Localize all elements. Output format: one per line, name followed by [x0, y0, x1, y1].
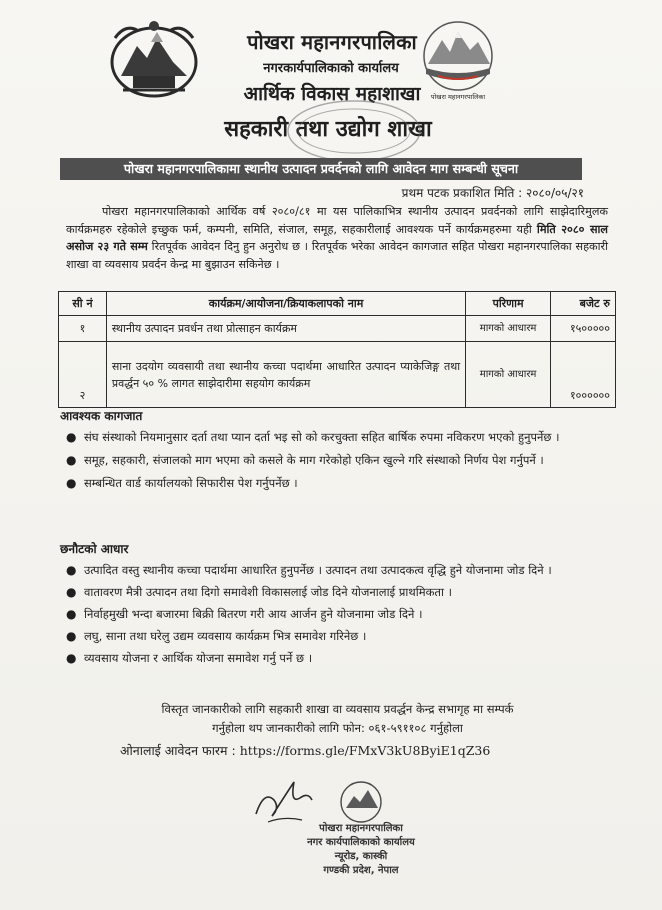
online-form: [120, 742, 550, 759]
list-item: [64, 627, 604, 646]
list-item: [64, 605, 604, 624]
online-form-label: ओनालाई आवेदन फारम :: [120, 743, 236, 758]
list-item: [64, 583, 604, 602]
list-item-text: सम्बन्धित वार्ड कार्यालयको सिफारीस पेश गर्नुपर्नेछ ।: [84, 476, 298, 490]
seal-text: [296, 822, 426, 878]
seal-line-4: गण्डकी प्रदेश, नेपाल: [323, 865, 399, 876]
org-name: पोखरा महानगरपालिका: [247, 30, 417, 54]
list-item-text: समूह, सहकारी, संजालको माग भएमा को कसले के माग गरेकोहो एकिन खुल्ने गरि संस्थाको निर्णय पेश गर्नुपर्ने ।: [84, 453, 544, 467]
published-date: प्रथम पटक प्रकाशित मिति : २०८०/०५/२१: [401, 186, 584, 200]
program-table: [58, 291, 616, 408]
list-item-text: उत्पादित वस्तु स्थानीय कच्चा पदार्थमा आधारित हुनुपर्नेछ । उत्पादन तथा उत्पादकत्व वृद्धि हुने योजनामा जोड दिने ।: [84, 563, 552, 577]
seal-line-3: न्यूरोड, कास्की: [334, 851, 388, 862]
bullet-icon: ●: [66, 453, 77, 467]
bullet-icon: ●: [66, 629, 77, 643]
list-item-text: निर्वाहमुखी भन्दा बजारमा बिक्री बितरण गरी आय आर्जन हुने योजनामा जोड दिने ।: [84, 607, 423, 621]
table-header-row: [59, 292, 616, 316]
cell-program: साना उदयोग व्यवसायी तथा स्थानीय कच्चा पदार्थमा आधारित उत्पादन प्याकेजिङ्ग तथा प्रवर्द्धन ५० % लागत साझेदारीमा सहयोग कार्यक्रम: [106, 342, 465, 408]
nepal-emblem-icon: [103, 18, 205, 100]
list-item-text: वातावरण मैत्री उत्पादन तथा दिगो समावेशी विकासलाई जोड दिने योजनालाई प्राथमिकता ।: [84, 585, 452, 599]
header-stamp-icon: [284, 98, 424, 164]
contact-info: [60, 700, 615, 738]
requirements-heading: आवश्यक कागजात: [60, 409, 143, 423]
table-row: [59, 316, 616, 342]
col-program: कार्यक्रम/आयोजना/क्रियाकलापको नाम: [106, 292, 465, 316]
deadline-text: मिति २०८० साल असोज २३ गते सम्म: [66, 222, 608, 254]
org-division: आर्थिक विकास महाशाखा: [243, 83, 421, 105]
list-item: [64, 561, 604, 580]
table-row: [59, 342, 616, 408]
col-budget: बजेट रु: [551, 292, 616, 316]
selection-basis-heading: छनौटको आधार: [60, 542, 129, 556]
bullet-icon: ●: [66, 651, 77, 665]
cell-budget: १००००००: [551, 342, 616, 408]
bullet-icon: ●: [66, 563, 77, 577]
notice-title: पोखरा महानगरपालिकामा स्थानीय उत्पादन प्रवर्दनको लागि आवेदन माग सम्बन्धी सूचना: [60, 158, 582, 180]
list-item: [64, 474, 604, 493]
list-item-text: व्यवसाय योजना र आर्थिक योजना समावेश गर्नु पर्ने छ ।: [84, 651, 313, 665]
intro-text-end: रितपूर्वक आवेदन दिनु हुन अनुरोध छ । रितपूर्वक भरेका आवेदन कागजात सहित पोखरा महानगरपालिका सहकारी शाखा वा व्यवसाय प्रवर्दन केन्द्र मा बुझाउन सकिनेछ ।: [66, 240, 608, 271]
intro-paragraph: [66, 203, 608, 273]
col-sn: सी नं: [59, 292, 107, 316]
org-section: सहकारी तथा उद्योग शाखा: [224, 117, 432, 142]
cell-quantity: मागको आधारम: [466, 342, 551, 408]
bullet-icon: ●: [66, 476, 77, 490]
cell-quantity: मागको आधारम: [466, 316, 551, 342]
list-item: [64, 451, 604, 470]
bullet-icon: ●: [66, 430, 77, 444]
cell-program: स्थानीय उत्पादन प्रवर्धन तथा प्रोत्साहन कार्यक्रम: [106, 316, 465, 342]
selection-basis-list: [64, 561, 604, 671]
bullet-icon: ●: [66, 607, 77, 621]
requirements-list: [64, 428, 604, 497]
cell-sn: २: [59, 342, 107, 408]
contact-line-2: गर्नुहोला थप जानकारीको लागि फोन: ०६१-५९११०८ गर्नुहोला: [212, 721, 463, 735]
intro-text: पोखरा महानगरपालिकाको आर्थिक वर्ष २०८०/८१ मा यस पालिकाभित्र स्थानीय उत्पादन प्रवर्दनको लागि साझेदारिमुलक कार्यक्रमहरु रहेकोले इच्छुक फर्म, कम्पनी, समिति, संजाल, समूह, सहकारीलाई आवश्यक पर्ने कार्यक्रमहरुमा यही: [66, 205, 608, 236]
bullet-icon: ●: [66, 585, 77, 599]
seal-line-1: पोखरा महानगरपालिका: [319, 823, 403, 834]
cell-budget: १५०००००: [551, 316, 616, 342]
online-form-link[interactable]: https://forms.gle/FMxV3kU8ByiE1qZ36: [239, 743, 491, 758]
list-item: [64, 649, 604, 668]
logo-caption: पोखरा महानगरपालिका: [430, 93, 486, 101]
list-item-text: लघु, साना तथा घरेलु उद्यम व्यवसाय कार्यक्रम भित्र समावेश गरिनेछ ।: [84, 629, 367, 643]
cell-sn: १: [59, 316, 107, 342]
contact-line-1: विस्तृत जानकारीको लागि सहकारी शाखा वा व्यवसाय प्रवर्द्धन केन्द्र सभागृह मा सम्पर्क: [161, 702, 514, 716]
list-item-text: संघ संस्थाको नियमानुसार दर्ता तथा प्यान दर्ता भइ सो को करचुक्ता सहित बार्षिक रुपमा नविकरण भएको हुनुपर्नेछ ।: [84, 430, 560, 444]
col-quantity: परिणाम: [466, 292, 551, 316]
org-office: नगरकार्यपालिकाको कार्यालय: [263, 61, 399, 76]
seal-line-2: नगर कार्यपालिकाको कार्यालय: [307, 837, 415, 848]
list-item: [64, 428, 604, 447]
